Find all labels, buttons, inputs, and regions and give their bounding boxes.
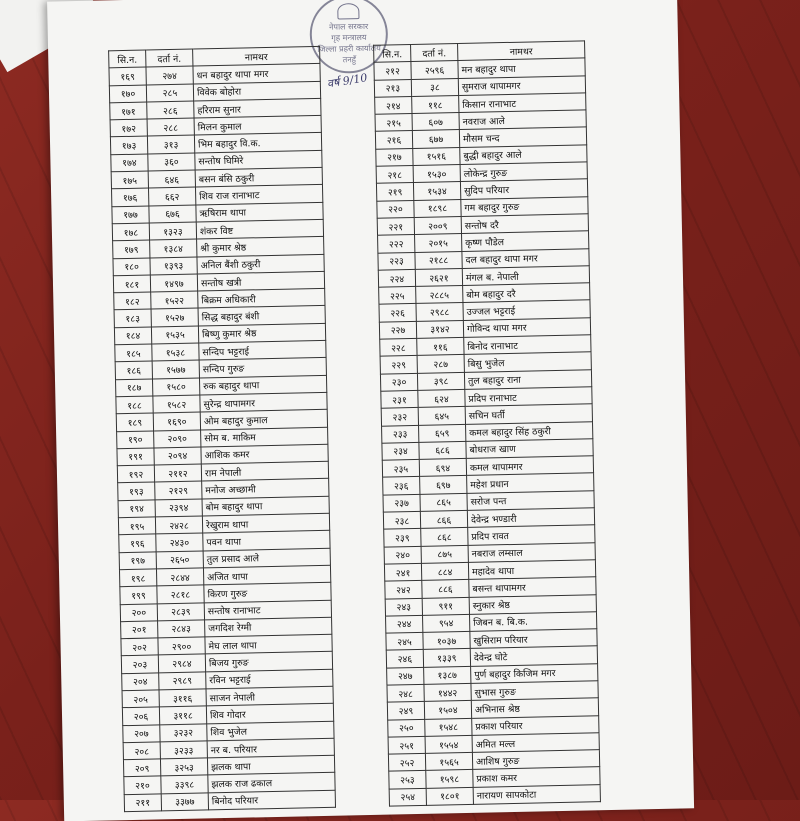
cell-reg: २१८८	[415, 251, 462, 269]
cell-sn: २२७	[379, 321, 416, 339]
cell-sn: २०४	[122, 673, 159, 691]
cell-name: सुरेन्द्र थापामगर	[200, 392, 327, 412]
cell-name: सुमराज थापामगर	[458, 75, 585, 95]
cell-reg: ८६५	[420, 493, 467, 511]
cell-name: स्नुकार श्रेष्ठ	[469, 594, 596, 614]
cell-reg: १५६५	[425, 753, 472, 771]
cell-name: बिसु भुजेल	[464, 352, 591, 372]
cell-reg: ३८	[411, 78, 458, 96]
cell-reg: १३८७	[424, 666, 471, 684]
cell-sn: १९७	[119, 552, 156, 570]
cell-reg: ६८६	[419, 441, 466, 459]
cell-sn: २४६	[386, 650, 423, 668]
cell-sn: १९०	[117, 430, 154, 448]
cell-sn: २५१	[388, 736, 425, 754]
cell-reg: ६९४	[419, 459, 466, 477]
cell-name: बुद्धी बहादुर आले	[460, 145, 587, 165]
header-sn: सि.न.	[109, 50, 146, 68]
table-row	[124, 790, 335, 812]
cell-sn: १९२	[117, 465, 154, 483]
cell-reg: २४२८	[155, 516, 202, 534]
cell-name: मनोज अच्छामी	[202, 479, 329, 499]
cell-name: अमित मल्ल	[472, 733, 599, 753]
stamp-line-3: जिल्ला प्रहरी कार्यालय	[317, 43, 381, 54]
cell-reg: ६९७	[420, 476, 467, 494]
cell-name: नबराज लम्साल	[468, 542, 595, 562]
cell-reg: १८९८	[414, 199, 461, 217]
cell-sn: २३३	[382, 425, 419, 443]
cell-name: देवेन्द्र घोटे	[470, 646, 597, 666]
cell-name: दल बहादुर थापा मगर	[462, 248, 589, 268]
cell-sn: २१५	[375, 114, 412, 132]
cell-sn: २३२	[381, 408, 418, 426]
cell-name: धन बहादुर थापा मगर	[193, 64, 320, 84]
cell-name: सन्तोष खत्री	[197, 271, 324, 291]
cell-reg: २५९६	[411, 61, 458, 79]
cell-sn: २३१	[381, 390, 418, 408]
cell-sn: २२५	[379, 287, 416, 305]
cell-reg: १५०४	[424, 701, 471, 719]
cell-sn: २०८	[123, 742, 160, 760]
cell-name: मौसम चन्द	[459, 127, 586, 147]
cell-sn: १८७	[115, 379, 152, 397]
cell-reg: ६४५	[418, 407, 465, 425]
cell-sn: १७१	[110, 102, 147, 120]
cell-reg: २४३०	[156, 533, 203, 551]
header-name: नामथर	[458, 41, 585, 61]
cell-name: आशिक कमर	[201, 444, 328, 464]
cell-name: सुभास गुरुङ	[471, 681, 598, 701]
cell-name: नवराज आले	[459, 110, 586, 130]
cell-reg: ३११६	[159, 689, 206, 707]
cell-sn: १७६	[112, 188, 149, 206]
cell-reg: ३३९८	[161, 775, 208, 793]
cell-sn: २११	[124, 794, 161, 812]
cell-reg: १३२३	[149, 222, 196, 240]
stamp-line-2: गृह मन्त्रालय	[331, 32, 367, 43]
cell-reg: ३९८	[417, 372, 464, 390]
cell-reg: २९८८	[416, 303, 463, 321]
cell-sn: १९६	[119, 534, 156, 552]
cell-sn: २२४	[378, 269, 415, 287]
cell-reg: १५२७	[151, 308, 198, 326]
cell-name: झलक राज ढकाल	[208, 773, 335, 793]
emblem-icon	[337, 3, 359, 19]
cell-reg: ८८६	[422, 580, 469, 598]
cell-sn: २०५	[122, 690, 159, 708]
cell-sn: २२०	[377, 200, 414, 218]
cell-sn: २४५	[386, 632, 423, 650]
cell-sn: २४२	[385, 581, 422, 599]
cell-name: सन्तोष दरै	[461, 214, 588, 234]
cell-sn: २१०	[124, 776, 161, 794]
cell-name: श्री कुमार श्रेष्ठ	[197, 237, 324, 257]
cell-sn: २२८	[380, 338, 417, 356]
cell-name: भिम बहादुर वि.क.	[194, 133, 321, 153]
cell-reg: ६७६	[149, 205, 196, 223]
cell-name: प्रकाश कमर	[473, 767, 600, 787]
cell-name: प्रदिप रानाभाट	[465, 387, 592, 407]
cell-name: मेघ लाल थापा	[205, 634, 332, 654]
cell-name: तुल प्रसाद आले	[203, 548, 330, 568]
cell-sn: २४०	[384, 546, 421, 564]
cell-sn: १९९	[120, 586, 157, 604]
cell-reg: २१२९	[155, 481, 202, 499]
cell-name: सिद्ध बहादुर बंशी	[198, 306, 325, 326]
cell-reg: ३३७७	[161, 793, 208, 811]
cell-name: विवेक बोहोरा	[193, 81, 320, 101]
cell-name: पुर्ण बहादुर किजिम मगर	[471, 663, 598, 683]
cell-reg: २८१८	[157, 585, 204, 603]
cell-sn: १९३	[118, 482, 155, 500]
header-name: नामथर	[193, 46, 320, 66]
cell-sn: २५३	[389, 771, 426, 789]
cell-sn: २३४	[382, 442, 419, 460]
cell-name: हरिराम सुनार	[194, 98, 321, 118]
cell-sn: २२६	[379, 304, 416, 322]
cell-reg: २११२	[154, 464, 201, 482]
cell-sn: २२१	[377, 217, 414, 235]
cell-sn: २२३	[378, 252, 415, 270]
cell-reg: ८६८	[421, 528, 468, 546]
cell-sn: २१६	[375, 131, 412, 149]
cell-reg: ६५९	[419, 424, 466, 442]
cell-sn: २४१	[384, 563, 421, 581]
roster-body-left	[109, 64, 336, 812]
cell-name: सरोज पन्त	[467, 490, 594, 510]
cell-reg: २८७	[417, 355, 464, 373]
cell-reg: २००९	[414, 216, 461, 234]
header-reg: दर्ता नं.	[146, 49, 193, 67]
cell-name: कृष्ण पौडेल	[462, 231, 589, 251]
cell-sn: १७२	[110, 119, 147, 137]
cell-sn: १८९	[116, 413, 153, 431]
cell-name: कमल थापामगर	[466, 456, 593, 476]
cell-name: शिव भुजेल	[207, 721, 334, 741]
cell-sn: २५२	[388, 754, 425, 772]
cell-name: नर ब. परियार	[207, 738, 334, 758]
cell-sn: १६९	[109, 67, 146, 85]
cell-sn: २०१	[121, 621, 158, 639]
cell-sn: १७७	[112, 206, 149, 224]
cell-name: अनिल बैंशी ठकुरी	[197, 254, 324, 274]
cell-reg: ६४६	[148, 170, 195, 188]
cell-reg: ६६२	[149, 187, 196, 205]
cell-sn: २०२	[121, 638, 158, 656]
cell-sn: १८८	[116, 396, 153, 414]
cell-name: शिव राज रानाभाट	[195, 185, 322, 205]
cell-reg: १०३७	[423, 631, 470, 649]
cell-sn: २०९	[123, 759, 160, 777]
cell-name: सुदिप परियार	[460, 179, 587, 199]
cell-name: सन्दिप भट्टराई	[199, 340, 326, 360]
cell-name: उज्जल भट्टराई	[463, 300, 590, 320]
cell-sn: २३८	[383, 511, 420, 529]
cell-sn: २१८	[376, 166, 413, 184]
cell-reg: २०९०	[154, 430, 201, 448]
cell-reg: १३३९	[423, 649, 470, 667]
cell-reg: १५४८	[425, 718, 472, 736]
cell-name: देवेन्द्र भण्डारी	[467, 508, 594, 528]
cell-name: प्रदिप रावत	[468, 525, 595, 545]
cell-name: बिनोद परियार	[208, 790, 335, 810]
cell-name: सन्तोष घिमिरे	[195, 150, 322, 170]
cell-reg: २६५०	[156, 551, 203, 569]
cell-reg: १५३०	[413, 165, 460, 183]
roster-table-right	[373, 40, 601, 806]
cell-sn: २३६	[383, 477, 420, 495]
cell-reg: ६०७	[412, 113, 459, 131]
cell-reg: ३२३२	[160, 723, 207, 741]
cell-sn: १७४	[111, 154, 148, 172]
cell-reg: ८८४	[421, 562, 468, 580]
roster-body-right	[374, 58, 601, 806]
cell-reg: २८४४	[156, 568, 203, 586]
cell-sn: २१३	[374, 79, 411, 97]
cell-sn: २०७	[123, 724, 160, 742]
cell-name: तुल बहादुर राना	[464, 369, 591, 389]
cell-name: मंगल ब. नेपाली	[462, 266, 589, 286]
cell-name: ऋषिराम थापा	[196, 202, 323, 222]
cell-sn: १७५	[111, 171, 148, 189]
cell-reg: ९११	[422, 597, 469, 615]
cell-sn: २१७	[376, 148, 413, 166]
cell-name: गम बहादुर गुरुङ	[461, 196, 588, 216]
cell-sn: १७३	[110, 137, 147, 155]
document-page	[47, 0, 694, 821]
cell-sn: १८०	[113, 258, 150, 276]
cell-sn: २४८	[387, 684, 424, 702]
cell-name: जगदिश रेग्मी	[205, 617, 332, 637]
cell-sn: १८४	[114, 327, 151, 345]
cell-reg: ६७७	[412, 130, 459, 148]
cell-sn: १९८	[119, 569, 156, 587]
cell-sn: २०३	[121, 655, 158, 673]
cell-reg: १६९०	[153, 412, 200, 430]
signature: वर्ष 9/10	[326, 71, 369, 91]
cell-reg: २८३९	[157, 602, 204, 620]
cell-name: सन्दिप गुरुङ	[199, 358, 326, 378]
cell-sn: १८२	[114, 292, 151, 310]
cell-name: सचिन घर्ती	[465, 404, 592, 424]
cell-name: खुसिराम परियार	[470, 629, 597, 649]
cell-name: गोविन्द थापा मगर	[463, 318, 590, 338]
cell-reg: २८८५	[416, 286, 463, 304]
cell-name: महादेव थापा	[468, 560, 595, 580]
cell-reg: २८५	[146, 84, 193, 102]
cell-sn: २३७	[383, 494, 420, 512]
cell-reg: २८४३	[158, 620, 205, 638]
cell-reg: ८७५	[421, 545, 468, 563]
cell-name: बसन बंसि ठकुरी	[195, 167, 322, 187]
cell-name: बसन्त थापामगर	[469, 577, 596, 597]
cell-reg: ३१३	[147, 136, 194, 154]
cell-name: बोम बहादुर थापा	[202, 496, 329, 516]
cell-reg: १३८४	[150, 239, 197, 257]
cell-sn: १९५	[118, 517, 155, 535]
cell-reg: ६२४	[418, 389, 465, 407]
cell-reg: १५३८	[152, 343, 199, 361]
cell-name: लोकेन्द्र गुरुङ	[460, 162, 587, 182]
cell-sn: २३५	[382, 460, 419, 478]
cell-reg: १४९७	[150, 274, 197, 292]
cell-name: सोम ब. माकिम	[201, 427, 328, 447]
cell-reg: २३९४	[155, 499, 202, 517]
cell-name: किसान रानाभाट	[459, 93, 586, 113]
cell-sn: २५४	[389, 788, 426, 806]
cell-reg: २८६	[147, 101, 194, 119]
cell-reg: २९८४	[158, 654, 205, 672]
cell-reg: २९८९	[159, 672, 206, 690]
cell-reg: १५३४	[413, 182, 460, 200]
cell-sn: १९४	[118, 500, 155, 518]
cell-name: बिनोद रानाभाट	[464, 335, 591, 355]
cell-name: कमल बहादुर सिंह ठकुरी	[466, 421, 593, 441]
cell-sn: २४७	[387, 667, 424, 685]
cell-name: पवन थापा	[203, 531, 330, 551]
cell-name: शंकर विष्ट	[196, 219, 323, 239]
cell-name: बिक्रम अधिकारी	[198, 289, 325, 309]
cell-reg: २८८	[147, 118, 194, 136]
cell-name: प्रकाश परियार	[472, 715, 599, 735]
cell-reg: ९५४	[423, 614, 470, 632]
cell-reg: १३९३	[150, 257, 197, 275]
cell-name: झलक थापा	[207, 755, 334, 775]
cell-name: अजित थापा	[203, 565, 330, 585]
cell-reg: ११८	[412, 95, 459, 113]
cell-reg: ३६०	[148, 153, 195, 171]
header-reg: दर्ता नं.	[411, 44, 458, 62]
cell-name: किरण गुरुङ	[204, 582, 331, 602]
cell-sn: १७८	[112, 223, 149, 241]
cell-name: जिबन ब. बि.क.	[469, 612, 596, 632]
cell-sn: १८६	[115, 361, 152, 379]
cell-sn: २३०	[380, 373, 417, 391]
cell-name: ओम बहादुर कुमाल	[200, 410, 327, 430]
cell-reg: २७४	[146, 66, 193, 84]
stamp-line-4: तनहुँ	[342, 55, 357, 65]
cell-sn: १९१	[117, 448, 154, 466]
cell-sn: २४४	[386, 615, 423, 633]
cell-reg: ३११८	[159, 706, 206, 724]
cell-sn: २२२	[378, 235, 415, 253]
cell-sn: २१४	[375, 96, 412, 114]
cell-reg: १५८०	[152, 378, 199, 396]
cell-reg: ३१४२	[416, 320, 463, 338]
cell-sn: २४३	[385, 598, 422, 616]
cell-reg: ११६	[417, 337, 464, 355]
cell-reg: ८६६	[420, 510, 467, 528]
cell-sn: २४९	[387, 702, 424, 720]
cell-sn: १८३	[114, 309, 151, 327]
cell-name: बिष्णु कुमार श्रेष्ठ	[198, 323, 325, 343]
cell-name: महेश प्रधान	[467, 473, 594, 493]
cell-name: सन्तोष रानाभाट	[204, 600, 331, 620]
cell-name: राम नेपाली	[201, 461, 328, 481]
cell-name: शिव गोदार	[206, 704, 333, 724]
cell-reg: १५७७	[152, 360, 199, 378]
cell-reg: १५५४	[425, 735, 472, 753]
cell-name: रविन भट्टराई	[206, 669, 333, 689]
cell-name: आशिष गुरुङ	[472, 750, 599, 770]
cell-reg: २०९४	[154, 447, 201, 465]
cell-reg: १४४२	[424, 683, 471, 701]
cell-reg: १५३५	[151, 326, 198, 344]
cell-reg: १८०१	[426, 787, 473, 805]
cell-name: रुक बहादुर थापा	[199, 375, 326, 395]
cell-sn: २१९	[376, 183, 413, 201]
cell-sn: २१२	[374, 62, 411, 80]
cell-reg: १५८२	[153, 395, 200, 413]
cell-name: बोधराज खाण	[466, 439, 593, 459]
cell-reg: २९००	[158, 637, 205, 655]
cell-sn: २२९	[380, 356, 417, 374]
cell-name: अभिनास श्रेष्ठ	[471, 698, 598, 718]
cell-sn: २५०	[388, 719, 425, 737]
cell-reg: २६२१	[415, 268, 462, 286]
cell-sn: १८१	[113, 275, 150, 293]
roster-table-left	[108, 46, 336, 812]
cell-sn: १७९	[113, 240, 150, 258]
stamp-line-1: नेपाल सरकार	[328, 21, 369, 32]
cell-sn: २०६	[122, 707, 159, 725]
cell-reg: ३२५३	[160, 758, 207, 776]
cell-sn: १७०	[109, 85, 146, 103]
cell-name: नारायण सापकोटा	[473, 784, 600, 804]
cell-name: साजन नेपाली	[206, 686, 333, 706]
cell-name: बोम बहादुर दरै	[463, 283, 590, 303]
cell-name: मन बहादुर थापा	[458, 58, 585, 78]
cell-sn: २३९	[384, 529, 421, 547]
cell-reg: १५२२	[151, 291, 198, 309]
header-sn: सि.न.	[374, 44, 411, 62]
cell-name: बिजय गुरुङ	[205, 652, 332, 672]
cell-name: रेखुराम थापा	[202, 513, 329, 533]
cell-reg: २०१५	[415, 234, 462, 252]
cell-reg: १५९८	[426, 770, 473, 788]
cell-sn: २००	[120, 603, 157, 621]
table-row	[389, 784, 600, 806]
cell-reg: ३२३३	[160, 741, 207, 759]
cell-sn: १८५	[115, 344, 152, 362]
cell-reg: १५१६	[413, 147, 460, 165]
cell-name: मिलन कुमाल	[194, 116, 321, 136]
